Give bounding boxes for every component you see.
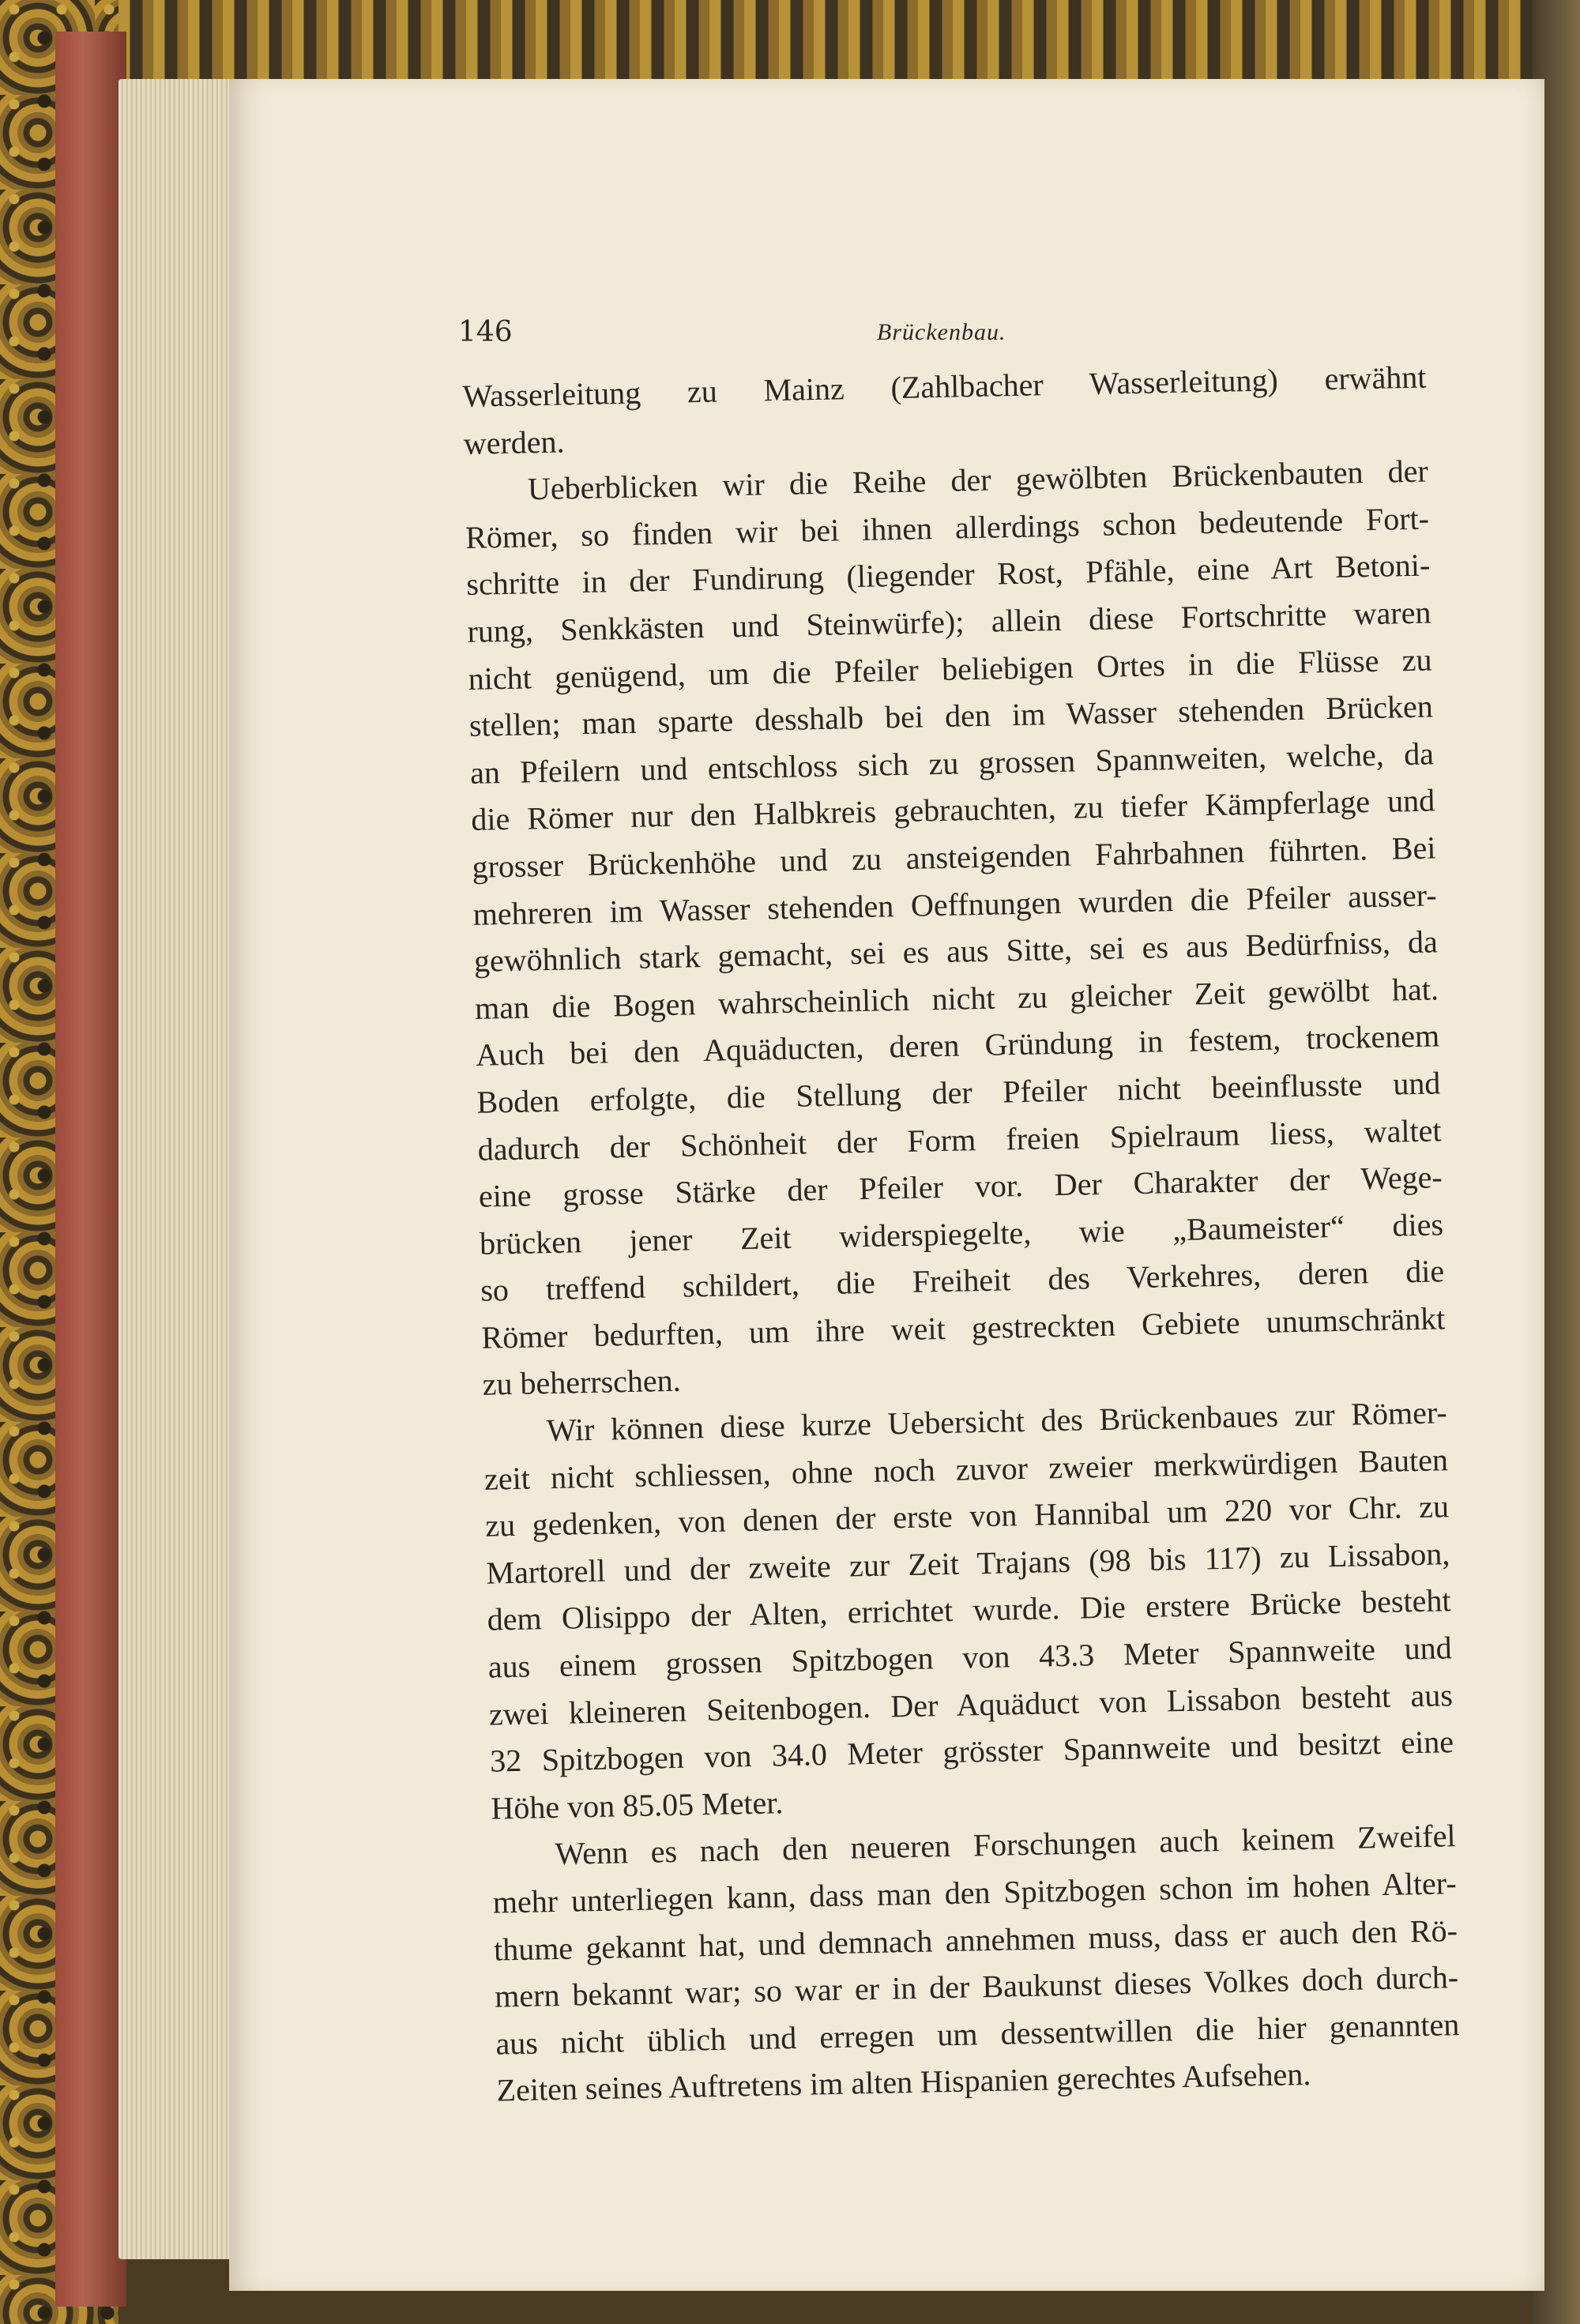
text-line: Boden erfolgte, die Stellung der Pfeiler nicht beeinflusste und	[476, 1065, 1441, 1120]
text-line: dadurch der Schönheit der Form freien Spielraum liess, waltet	[477, 1111, 1442, 1168]
text-line: Wenn es nach den neueren Forschungen auch keinem Zweifel	[555, 1818, 1456, 1872]
text-line: grosser Brückenhöhe und zu ansteigenden Fahrbahnen führten. Bei	[472, 829, 1436, 885]
text-line: eine grosse Stärke der Pfeiler vor. Der Charakter der Wege-	[478, 1159, 1443, 1214]
text-line: Römer bedurften, um ihre weit gestreckten Gebiete unumschränkt	[481, 1300, 1446, 1356]
text-line: nicht genügend, um die Pfeiler beliebigen Ortes in die Flüsse zu	[468, 641, 1432, 697]
text-line: die Römer nur den Halbkreis gebrauchten, zu tiefer Kämpferlage und	[470, 782, 1435, 838]
text-line: werden.	[463, 423, 565, 461]
text-line: brücken jener Zeit widerspiegelte, wie „Baumeister“ dies	[479, 1205, 1444, 1262]
text-line: Martorell und der zweite zur Zeit Trajans (98 bis 117) zu Lissabon,	[486, 1536, 1450, 1591]
text-line: thume gekannt hat, und demnach annehmen muss, dass er auch den Rö-	[493, 1912, 1458, 1968]
text-line: man die Bogen wahrscheinlich nicht zu gleicher Zeit gewölbt hat.	[474, 971, 1439, 1026]
text-line: Wir können diese kurze Uebersicht des Brückenbaues zur Römer-	[546, 1394, 1448, 1449]
running-title: Brückenbau.	[877, 319, 1006, 345]
text-line: Auch bei den Aquäducten, deren Gründung in festem, trockenem	[475, 1017, 1440, 1074]
text-line: aus einem grossen Spitzbogen von 43.3 Meter Spannweite und	[487, 1630, 1453, 1685]
text-line: zu beherrschen.	[482, 1363, 682, 1403]
body-text	[462, 354, 1461, 2115]
text-line: zu gedenken, von denen der erste von Hannibal um 220 vor Chr. zu	[484, 1488, 1450, 1544]
cover-leather-edge	[55, 32, 126, 2307]
text-line: mehreren im Wasser stehenden Oeffnungen wurden die Pfeiler ausser-	[472, 876, 1437, 932]
text-line: Römer, so finden wir bei ihnen allerdings schon bedeutende Fort-	[465, 500, 1430, 555]
page-header	[458, 316, 1446, 355]
text-line: rung, Senkkästen und Steinwürfe); allein diese Fortschritte waren	[467, 594, 1431, 649]
text-line: schritte in der Fundirung (liegender Rost, Pfähle, eine Art Betoni-	[465, 547, 1431, 603]
marbled-cover-top	[118, 0, 1580, 87]
page-stack-edges	[118, 79, 245, 2259]
text-line: Wasserleitung zu Mainz (Zahlbacher Wasserleitung) erwähnt	[462, 359, 1427, 414]
text-line: so treffend schildert, die Freiheit des Verkehres, deren die	[480, 1253, 1445, 1309]
text-line: gewöhnlich stark gemacht, sei es aus Sitte, sei es aus Bedürfniss, da	[473, 923, 1439, 979]
text-line: zwei kleineren Seitenbogen. Der Aquäduct von Lissabon besteht aus	[488, 1676, 1454, 1732]
text-line: aus nicht üblich und erregen um dessentwillen die hier genannten	[495, 2006, 1460, 2062]
text-line: Zeiten seines Auftretens im alten Hispanien gerechtes Aufsehen.	[496, 2056, 1311, 2108]
text-line: 32 Spitzbogen von 34.0 Meter grösster Spannweite und besitzt eine	[489, 1724, 1454, 1779]
text-line: mehr unterliegen kann, dass man den Spitzbogen schon im hohen Alter-	[492, 1865, 1458, 1920]
text-line: Ueberblicken wir die Reihe der gewölbten Brückenbauten der	[527, 453, 1429, 507]
text-line: an Pfeilern und entschloss sich zu grossen Spannweiten, welche, da	[469, 735, 1435, 791]
text-line: stellen; man sparte desshalb bei den im Wasser stehenden Brücken	[468, 688, 1434, 744]
text-line: mern bekannt war; so war er in der Baukunst dieses Volkes doch durch-	[494, 1959, 1459, 2014]
page-number: 146	[458, 316, 513, 348]
text-line: Höhe von 85.05 Meter.	[491, 1784, 784, 1826]
text-line: dem Olisippo der Alten, errichtet wurde. Die erstere Brücke besteht	[487, 1582, 1451, 1638]
text-line: zeit nicht schliessen, ohne noch zuvor zweier merkwürdigen Bauten	[483, 1441, 1449, 1497]
